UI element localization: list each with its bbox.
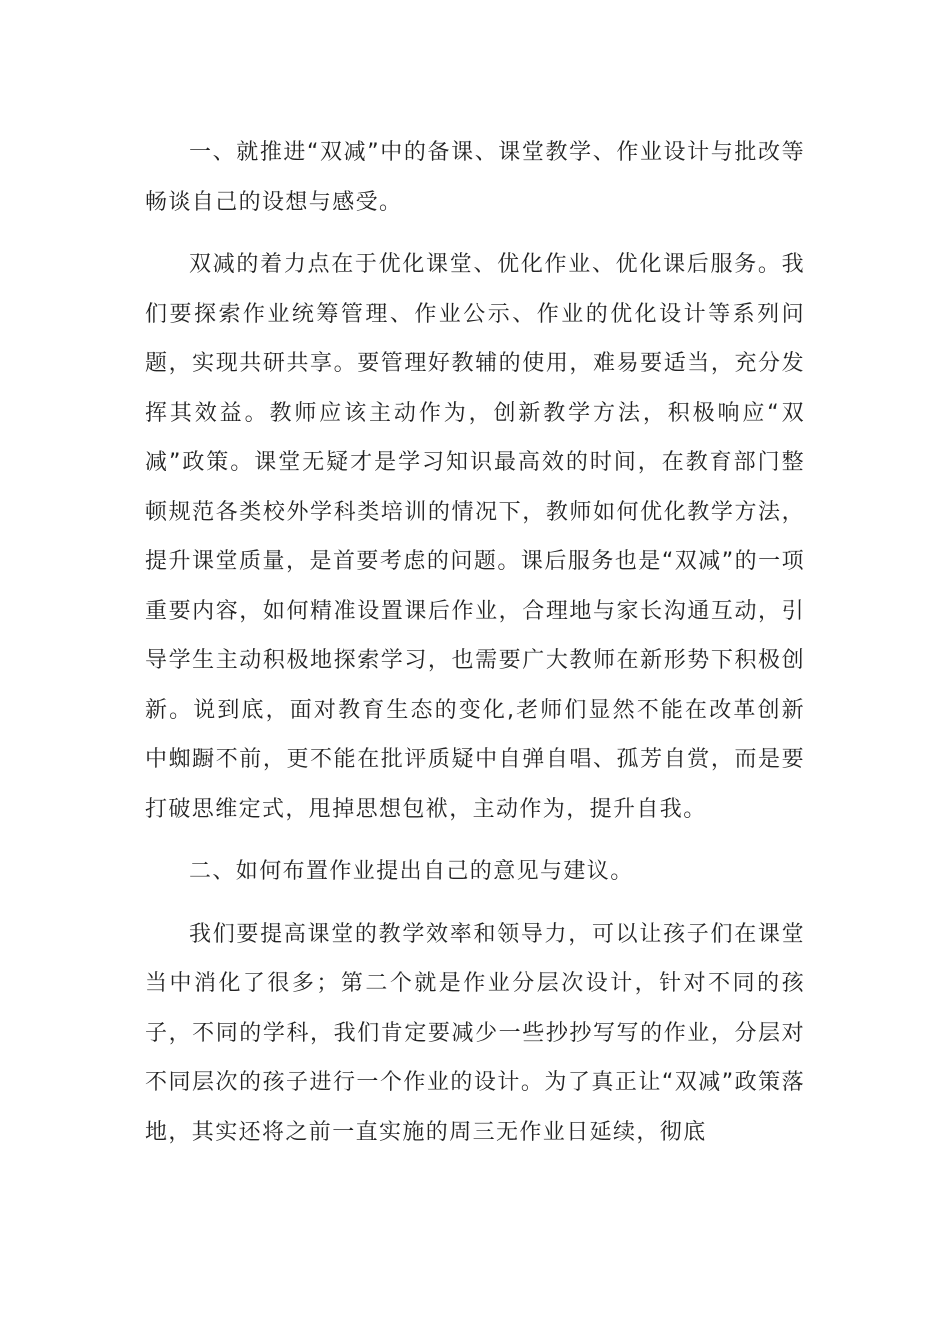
document-body bbox=[145, 128, 805, 1170]
body-paragraph-1: 双减的着力点在于优化课堂、优化作业、优化课后服务。我们要探索作业统筹管理、作业公示、作业的优化设计等系列问题，实现共研共享。要管理好教辅的使用，难易要适当，充分发挥其效益。教师应该主动作为，创新教学方法，积极响应“双减”政策。课堂无疑才是学习知识最高效的时间，在教育部门整顿规范各类校外学科类培训的情况下，教师如何优化教学方法，提升课堂质量，是首要考虑的问题。课后服务也是“双减”的一项重要内容，如何精准设置课后作业，合理地与家长沟通互动，引导学生主动积极地探索学习，也需要广大教师在新形势下积极创新。说到底，面对教育生态的变化,老师们显然不能在改革创新中蜘蹰不前，更不能在批评质疑中自弹自唱、孤芳自赏，而是要打破思维定式，甩掉思想包袱，主动作为，提升自我。 bbox=[145, 252, 805, 822]
section-heading-1: 一、就推进“双减”中的备课、课堂教学、作业设计与批改等畅谈自己的设想与感受。 bbox=[145, 140, 805, 215]
body-paragraph-2: 我们要提高课堂的教学效率和领导力，可以让孩子们在课堂当中消化了很多；第二个就是作业分层次设计，针对不同的孩子，不同的学科，我们肯定要减少一些抄抄写写的作业，分层对不同层次的孩子进行一个作业的设计。为了真正让“双减”政策落地，其实还将之前一直实施的周三无作业日延续，彻底 bbox=[145, 921, 805, 1145]
section-heading-2: 二、如何布置作业提出自己的意见与建议。 bbox=[189, 859, 634, 884]
